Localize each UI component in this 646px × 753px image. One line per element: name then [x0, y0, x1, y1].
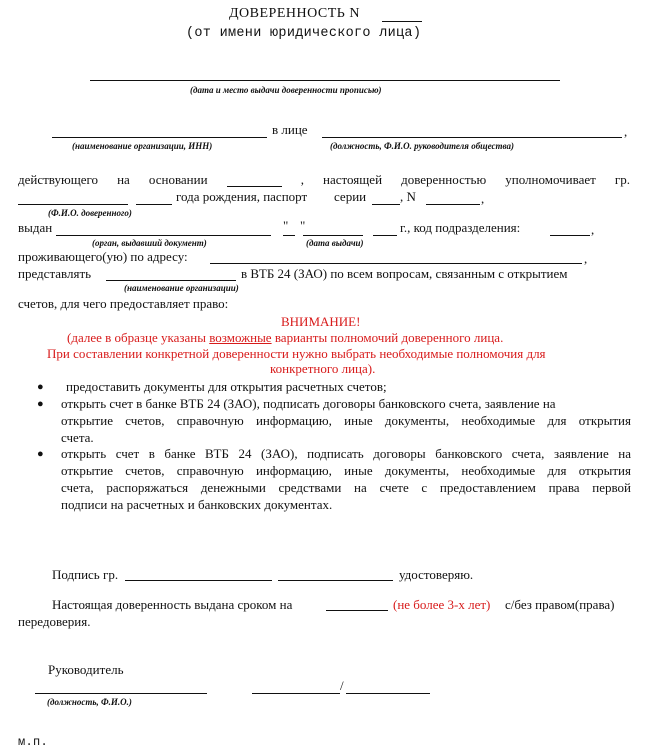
division-code-field[interactable] [550, 235, 590, 236]
stamp-place-label: м.п. [18, 735, 49, 749]
bullet-3-line-1: открыть счет в банке ВТБ 24 (ЗАО), подписать договоры банковского счета, заявление на [61, 446, 631, 461]
position-fio-field[interactable] [322, 137, 622, 138]
redelegation-label: передоверия. [18, 614, 91, 629]
passport-number-field[interactable] [426, 204, 480, 205]
word: действующего [18, 172, 98, 187]
word: настоящей [323, 172, 383, 187]
represent-tail: в ВТБ 24 (ЗАО) по всем вопросам, связанным с открытием [241, 266, 568, 281]
signature-fio-field[interactable] [125, 580, 272, 581]
year-code-label: г., код подразделения: [400, 220, 521, 235]
warning-line-1 [67, 330, 503, 346]
term-field[interactable] [326, 610, 388, 611]
born-year-label: года рождения, паспорт [176, 189, 308, 204]
issue-day-field[interactable] [283, 235, 295, 236]
warning-text: варианты полномочий доверенного лица. [271, 330, 504, 345]
fio-caption: (Ф.И.О. доверенного) [48, 208, 132, 218]
head-position-field[interactable] [35, 693, 207, 694]
issue-month-field[interactable] [303, 235, 363, 236]
document-number-field[interactable] [382, 21, 422, 22]
bullet-text: открыть счет в банке ВТБ 24 (ЗАО), подписать договоры банковского счета, заявление на [61, 396, 556, 411]
quote-close: " [300, 218, 306, 233]
title-text: ДОВЕРЕННОСТЬ N [229, 6, 360, 21]
series-field[interactable] [372, 204, 400, 205]
acting-basis-line [18, 172, 630, 188]
date-place-field[interactable] [90, 80, 560, 81]
warning-line-2: При составлении конкретной доверенности нужно выбрать необходимые полномочия для [47, 346, 546, 361]
birth-year-field[interactable] [136, 204, 172, 205]
word: гр. [614, 172, 630, 187]
head-name-field[interactable] [346, 693, 430, 694]
bullet-icon: ● [37, 398, 44, 410]
organ-caption: (орган, выдавший документ) [92, 238, 207, 248]
org-name-caption: (наименование организации) [124, 283, 239, 293]
issue-date-caption: (дата выдачи) [306, 238, 364, 248]
issued-label: выдан [18, 220, 53, 235]
bullet-1-text: предоставить документы для открытия расчетных счетов; [66, 379, 387, 394]
word: , [300, 172, 304, 187]
bullet-2-line-3: счета. [61, 430, 94, 445]
accounts-right-text: счетов, для чего предоставляет право: [18, 296, 229, 311]
comma-mark: , [481, 191, 485, 206]
bullet-icon: ● [37, 381, 44, 393]
warning-emphasis: возможные [209, 330, 272, 345]
bullet-3-line-4: подписи на расчетных и банковских документах. [61, 497, 333, 512]
bullet-2-line-1 [61, 396, 631, 412]
bullet-2-line-2: открытие счетов, справочную информацию, иные документы, необходимые для открытия [61, 413, 631, 428]
head-caption: (должность, Ф.И.О.) [47, 697, 132, 707]
series-label: серии [334, 189, 367, 204]
issue-year-field[interactable] [373, 235, 397, 236]
basis-field[interactable] [227, 172, 282, 187]
document-title [229, 6, 360, 22]
comma-mark: , [584, 251, 588, 266]
bullet-3-line-3: счета, распоряжаться денежными средствами на счете с предоставлением права первой [61, 480, 631, 495]
term-label: Настоящая доверенность выдана сроком на [52, 597, 293, 612]
address-field[interactable] [210, 263, 582, 264]
represented-org-field[interactable] [106, 280, 236, 281]
bullet-3-line-2: открытие счетов, справочную информацию, иные документы, необходимые для открытия [61, 463, 631, 478]
comma-mark: , [591, 222, 595, 237]
signature-label: Подпись гр. [52, 567, 119, 582]
redelegation-right-label: с/без правом(права) [505, 597, 615, 612]
word: уполномочивает [505, 172, 596, 187]
document-subtitle: (от имени юридического лица) [186, 26, 422, 41]
comma-mark: , [624, 124, 628, 139]
warning-title: ВНИМАНИЕ! [281, 314, 361, 329]
position-caption: (должность, Ф.И.О. руководителя общества) [330, 141, 515, 151]
word: доверенностью [401, 172, 487, 187]
date-place-caption: (дата и место выдачи доверенности прописью) [190, 85, 382, 95]
organization-field[interactable] [52, 137, 267, 138]
certify-label: удостоверяю. [399, 567, 474, 582]
organization-caption: (наименование организации, ИНН) [72, 141, 213, 151]
represent-label: представлять [18, 266, 92, 281]
bullet-icon: ● [37, 448, 44, 460]
quote-open: " [283, 218, 289, 233]
warning-line-3: конкретного лица). [270, 361, 376, 376]
warning-text: (далее в образце указаны [67, 330, 210, 345]
word: на [117, 172, 130, 187]
signature-field[interactable] [278, 580, 393, 581]
head-label: Руководитель [48, 662, 124, 677]
in-person-label: в лице [272, 122, 308, 137]
term-limit-note: (не более 3-х лет) [393, 597, 491, 612]
slash-mark: / [340, 678, 344, 693]
head-signature-field[interactable] [252, 693, 340, 694]
fio-field[interactable] [18, 204, 128, 205]
number-label: , N [400, 189, 416, 204]
word: основании [148, 172, 208, 187]
issuing-authority-field[interactable] [56, 235, 271, 236]
residing-label: проживающего(ую) по адресу: [18, 249, 188, 264]
